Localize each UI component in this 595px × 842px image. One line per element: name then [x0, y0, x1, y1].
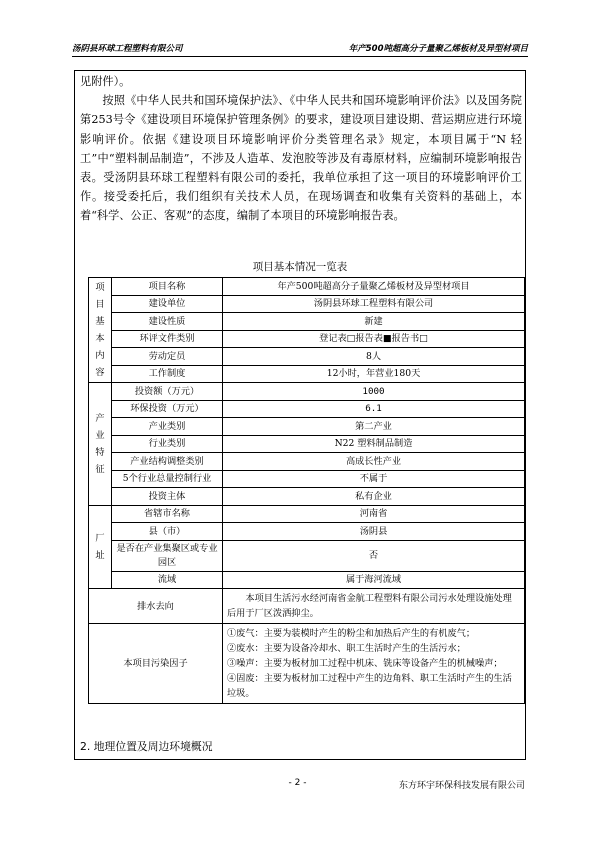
pollution-noise: ③噪声：主要为板材加工过程中机床、铣床等设备产生的机械噪声；	[227, 658, 503, 669]
group-label-industry	[89, 383, 112, 506]
header-project: 年产500吨超高分子量聚乙烯板材及异型材项目	[348, 44, 528, 54]
intro-text	[80, 72, 522, 226]
pollution-solid: ④固废：主要为板材加工过程中产生的边角料、职工生活时产生的生活垃圾。	[227, 673, 512, 699]
row-key: 工作制度	[112, 365, 223, 383]
row-value: 12小时，年营业180天	[223, 365, 525, 383]
row-value: 年产500吨超高分子量聚乙烯板材及异型材项目	[223, 278, 525, 296]
table-row	[89, 571, 525, 589]
row-value: 河南省	[223, 505, 525, 523]
row-key: 建设性质	[112, 313, 223, 331]
project-info-table	[88, 277, 525, 704]
table-row	[89, 505, 525, 523]
row-key: 县（市）	[112, 523, 223, 541]
row-key: 行业类别	[112, 435, 223, 453]
row-key: 项目名称	[112, 278, 223, 296]
row-key: 投资主体	[112, 488, 223, 506]
footer-org: 东方环宇环保科技发展有限公司	[398, 781, 525, 791]
row-key: 省辖市名称	[112, 505, 223, 523]
row-key: 是否在产业集聚区或专业园区	[112, 540, 223, 571]
table-caption: 项目基本情况一览表	[252, 261, 348, 273]
table-row	[89, 278, 525, 296]
page-number: - 2 -	[288, 778, 307, 788]
table-row	[89, 453, 525, 471]
table-row	[89, 330, 525, 348]
row-key: 产业结构调整类别	[112, 453, 223, 471]
row-value: 私有企业	[223, 488, 525, 506]
pollution-gas: ①废气：主要为装模时产生的粉尘和加热后产生的有机废气；	[227, 628, 476, 639]
row-key: 建设单位	[112, 295, 223, 313]
row-key: 产业类别	[112, 418, 223, 436]
row-value: 1000	[223, 383, 525, 401]
table-row	[89, 488, 525, 506]
row-value: 登记表□报告表■报告书□	[223, 330, 525, 348]
intro-para-2: 按照《中华人民共和国环境保护法》、《中华人民共和国环境影响评价法》以及国务院第253号令《建设项目环境保护管理条例》的要求，建设项目建设期、营运期应进行环境影响评价。依据《建设项目环境影响评价分类管理名录》规定，本项目属于“N 轻工”中“塑料制品制造”，不涉及人造革、发泡胶等涉及有毒原材料，应编制环境影响报告表。受汤阴县环球工程塑料有限公司的委托，我单位承担了这一项目的环境影响评价工作。接受委托后，我们组织有关技术人员，在现场调查和收集有关资料的基础上，本着“科学、公正、客观”的态度，编制了本项目的环境影响报告表。	[80, 94, 522, 223]
row-key: 投资额（万元）	[112, 383, 223, 401]
group-text: 厂址	[95, 532, 105, 561]
page-header	[72, 40, 528, 57]
table-row	[89, 470, 525, 488]
row-value: 汤阴县	[223, 523, 525, 541]
section-2-heading: 2. 地理位置及周边环境概况	[80, 740, 213, 753]
row-value: 否	[223, 540, 525, 571]
row-key: 环评文件类别	[112, 330, 223, 348]
row-value: 高成长性产业	[223, 453, 525, 471]
group-text: 产业特征	[95, 412, 105, 475]
table-row	[89, 365, 525, 383]
table-row	[89, 523, 525, 541]
table-row	[89, 313, 525, 331]
table-row	[89, 435, 525, 453]
pollution-value	[223, 624, 525, 704]
drain-value: 本项目生活污水经河南省金航工程塑料有限公司污水处理设施处理后用于厂区泼洒抑尘。	[223, 589, 525, 624]
table-row	[89, 295, 525, 313]
row-key: 劳动定员	[112, 348, 223, 366]
drain-key: 排水去向	[89, 589, 223, 624]
group-label-content	[89, 278, 112, 383]
row-value: 属于海河流域	[223, 571, 525, 589]
table-row	[89, 540, 525, 571]
table-row	[89, 418, 525, 436]
table-row	[89, 383, 525, 401]
row-value: 汤阴县环球工程塑料有限公司	[223, 295, 525, 313]
group-label-site	[89, 505, 112, 589]
row-value: 6.1	[223, 400, 525, 418]
row-key: 流域	[112, 571, 223, 589]
table-row	[89, 624, 525, 704]
row-value: N22 塑料制品制造	[223, 435, 525, 453]
pollution-key: 本项目污染因子	[89, 624, 223, 704]
row-value: 不属于	[223, 470, 525, 488]
table-row	[89, 400, 525, 418]
pollution-water: ②废水：主要为设备冷却水、职工生活时产生的生活污水；	[227, 643, 466, 654]
table-row	[89, 348, 525, 366]
row-key: 5个行业总量控制行业	[112, 470, 223, 488]
intro-para-1: 见附件）。	[80, 75, 131, 88]
row-key: 环保投资（万元）	[112, 400, 223, 418]
row-value: 新建	[223, 313, 525, 331]
row-value: 第二产业	[223, 418, 525, 436]
group-text: 项目基本内容	[95, 282, 105, 378]
table-row	[89, 589, 525, 624]
header-company: 汤阴县环球工程塑料有限公司	[72, 44, 183, 54]
row-value: 8人	[223, 348, 525, 366]
